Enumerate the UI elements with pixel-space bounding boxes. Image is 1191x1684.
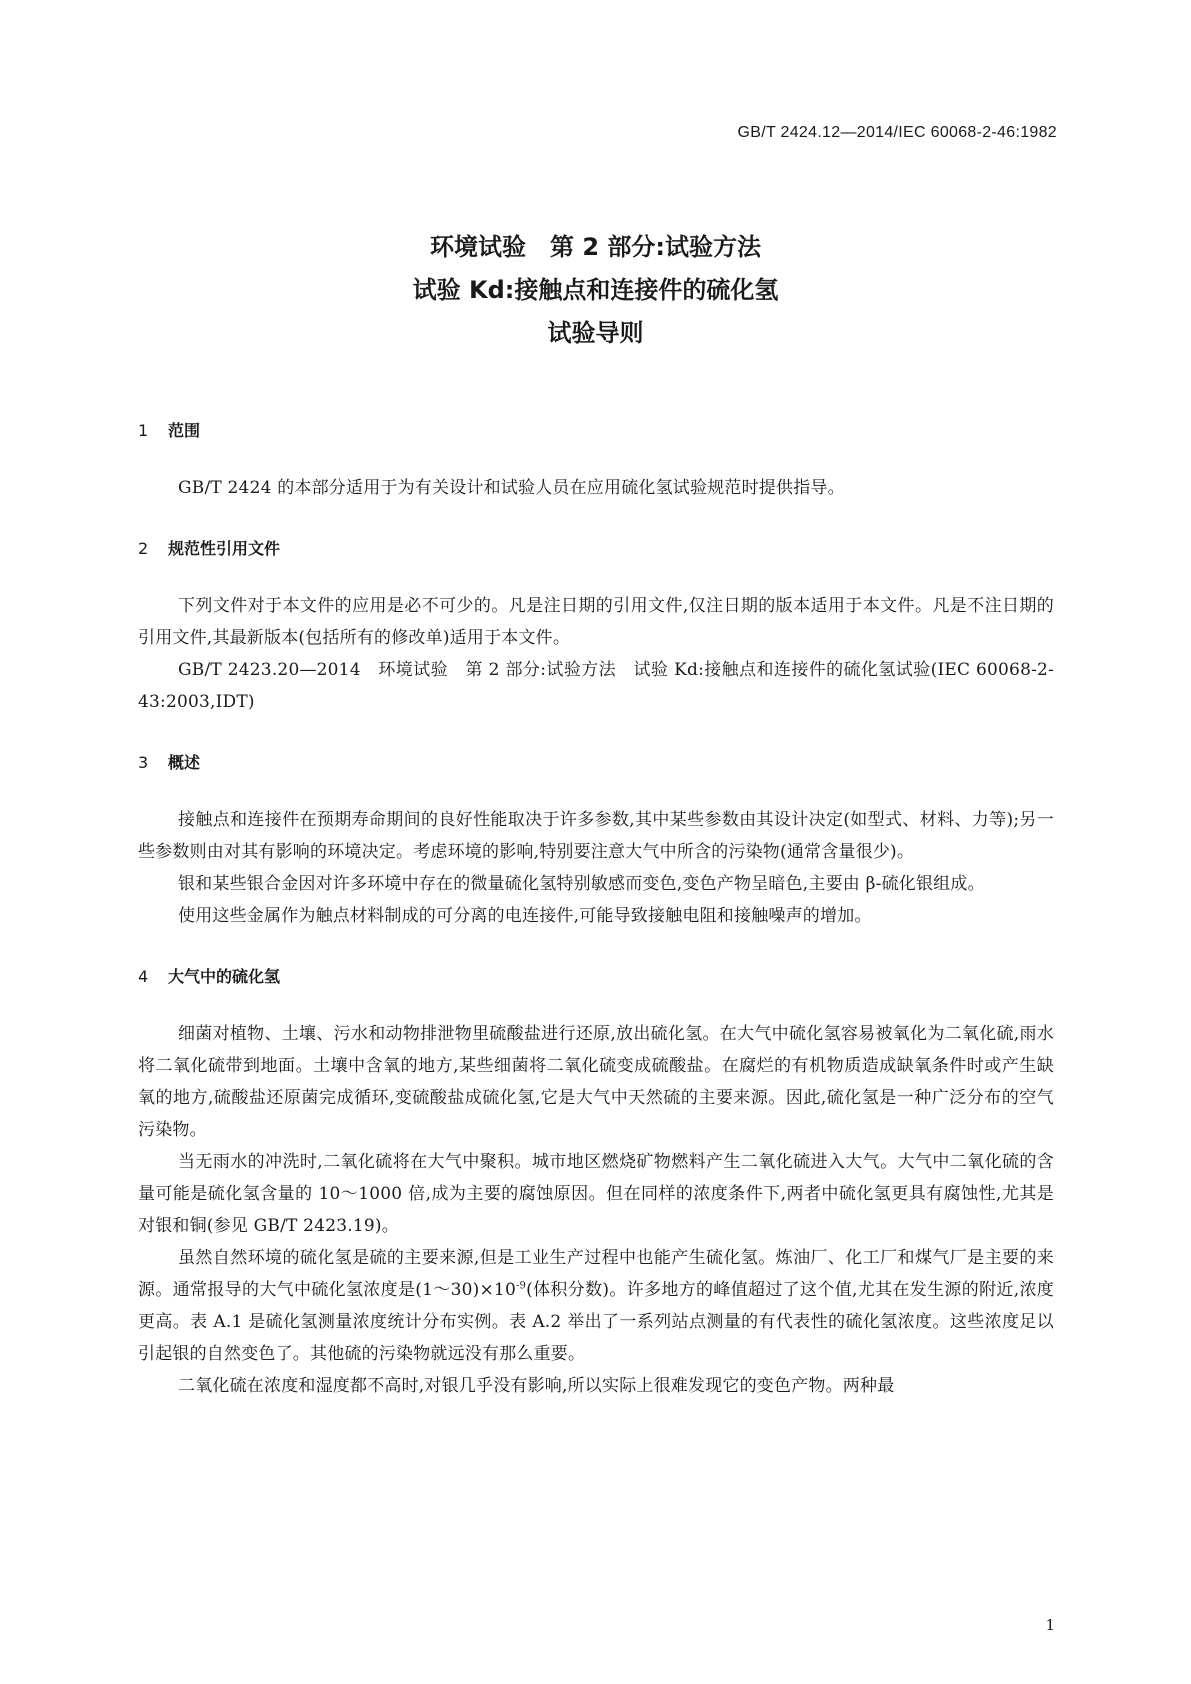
- section-4-paragraph-3: 虽然自然环境的硫化氢是硫的主要来源,但是工业生产过程中也能产生硫化氢。炼油厂、化工厂和煤气厂是主要的来源。通常报导的大气中硫化氢浓度是$(1\sim 30)\times 10^{-9}$(体积分数)。许多地方的峰值超过了这个值,尤其在发生源的附近,浓度更高。表 A.1 是硫化氢测量浓度统计分布实例。表 A.2 举出了一系列站点测量的有代表性的硫化氢浓度。这些浓度足以引起银的自然变色了。其他硫的污染物就远没有那么重要。: [138, 1248, 1055, 1364]
- section-1-heading: 1 范围: [138, 421, 201, 440]
- section-3-paragraph-1: 接触点和连接件在预期寿命期间的良好性能取决于许多参数,其中某些参数由其设计决定(如型式、材料、力等);另一些参数则由对其有影响的环境决定。考虑环境的影响,特别要注意大气中所含的污染物(通常含量很少)。: [138, 810, 1054, 862]
- standard-number: GB/T 2424.12—2014/IEC 60068-2-46:1982: [737, 124, 1057, 141]
- title-line-1: 环境试验 第 2 部分:试验方法: [429, 233, 761, 261]
- title-line-2: 试验 Kd:接触点和连接件的硫化氢: [412, 276, 779, 304]
- document-title: [0, 226, 1191, 355]
- section-2-paragraph-1: 下列文件对于本文件的应用是必不可少的。凡是注日期的引用文件,仅注日期的版本适用于本文件。凡是不注日期的引用文件,其最新版本(包括所有的修改单)适用于本文件。: [138, 596, 1054, 648]
- section-4-paragraph-4: 二氧化硫在浓度和湿度都不高时,对银几乎没有影响,所以实际上很难发现它的变色产物。两种最: [178, 1376, 895, 1396]
- section-2-paragraph-2: GB/T 2423.20—2014 环境试验 第 2 部分:试验方法 试验 Kd:接触点和连接件的硫化氢试验(IEC 60068-2-43:2003,IDT): [138, 660, 1054, 712]
- section-3-paragraph-2: 银和某些银合金因对许多环境中存在的微量硫化氢特别敏感而变色,变色产物呈暗色,主要由 β-硫化银组成。: [178, 874, 985, 894]
- section-2-heading: 2 规范性引用文件: [138, 539, 281, 558]
- document-body: [138, 420, 1054, 1402]
- title-line-3: 试验导则: [547, 319, 644, 347]
- section-4-heading: 4 大气中的硫化氢: [138, 967, 281, 986]
- section-4-paragraph-2: 当无雨水的冲洗时,二氧化硫将在大气中聚积。城市地区燃烧矿物燃料产生二氧化硫进入大气。大气中二氧化硫的含量可能是硫化氢含量的 10～1000 倍,成为主要的腐蚀原因。但在同样的浓度条件下,两者中硫化氢更具有腐蚀性,尤其是对银和铜(参见 GB/T 2423.19)。: [138, 1152, 1054, 1236]
- section-1-paragraph: GB/T 2424 的本部分适用于为有关设计和试验人员在应用硫化氢试验规范时提供指导。: [178, 478, 845, 498]
- section-3-heading: 3 概述: [138, 753, 201, 772]
- section-4-paragraph-1: 细菌对植物、土壤、污水和动物排泄物里硫酸盐进行还原,放出硫化氢。在大气中硫化氢容易被氧化为二氧化硫,雨水将二氧化硫带到地面。土壤中含氧的地方,某些细菌将二氧化硫变成硫酸盐。在腐烂的有机物质造成缺氧条件时或产生缺氧的地方,硫酸盐还原菌完成循环,变硫酸盐成硫化氢,它是大气中天然硫的主要来源。因此,硫化氢是一种广泛分布的空气污染物。: [138, 1024, 1054, 1140]
- page-number: 1: [1045, 1616, 1055, 1634]
- section-3-paragraph-3: 使用这些金属作为触点材料制成的可分离的电连接件,可能导致接触电阻和接触噪声的增加。: [178, 906, 872, 926]
